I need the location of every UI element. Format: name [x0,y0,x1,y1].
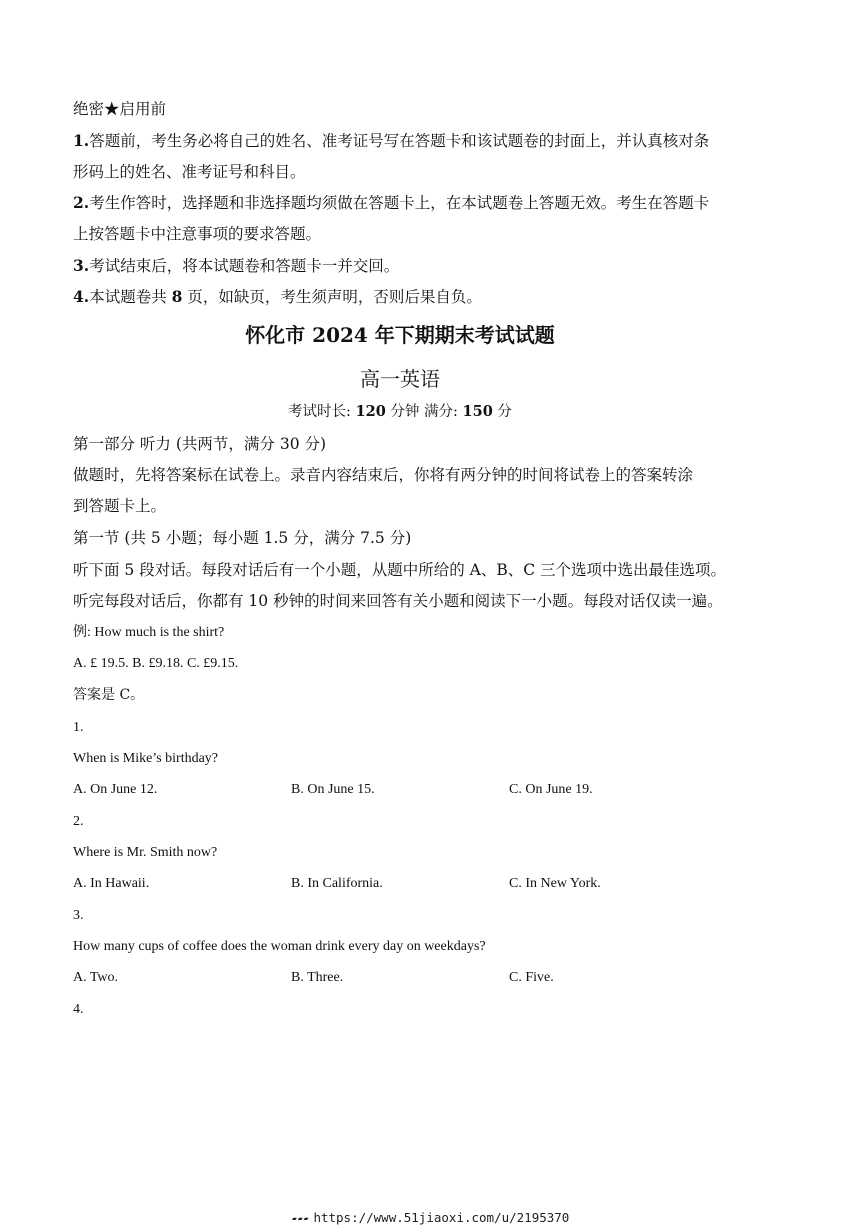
section1-intro-line-1: 听下面 5 段对话。每段对话后有一个小题，从题中所给的 A、B、C 三个选项中选出最佳选项。 [73,561,727,579]
option-c: C. Five. [509,970,554,985]
question-text: Where is Mr. Smith now? [73,845,218,860]
option-c: C. In New York. [509,876,601,891]
note-2-line-2: 上按答题卡中注意事项的要求答题。 [73,225,322,243]
exam-title: 怀化市 2024 年下期期末考试试题 [245,323,555,347]
note-3: 3.考试结束后，将本试题卷和答题卡一并交回。 [73,256,400,275]
confidential-label: 绝密★启用前 [73,100,167,118]
question-text: How many cups of coffee does the woman drink every day on weekdays? [73,939,486,954]
footer-url[interactable]: https://www.51jiaoxi.com/u/2195370 [313,1210,570,1225]
example-answer: 答案是 C。 [73,687,145,703]
option-a: A. In Hawaii. [73,876,150,891]
option-b: B. On June 15. [291,782,375,797]
example-options: A. £ 19.5. B. £9.18. C. £9.15. [73,656,239,671]
part1-heading: 第一部分 听力 (共两节，满分 30 分) [73,435,327,453]
question-number: 1. [73,720,84,735]
note-4: 4.本试题卷共 8 页，如缺页，考生须声明，否则后果自负。 [73,287,482,306]
section1-heading: 第一节 (共 5 小题；每小题 1.5 分，满分 7.5 分) [73,529,412,547]
option-b: B. Three. [291,970,344,985]
footer-watermark [292,1210,569,1225]
option-c: C. On June 19. [509,782,593,797]
question-number: 2. [73,814,84,829]
option-a: A. Two. [73,970,119,985]
question-number: 4. [73,1002,84,1017]
subject-title: 高一英语 [360,367,440,391]
option-b: B. In California. [291,876,383,891]
question-text: When is Mike’s birthday? [73,751,219,766]
note-1-line-2: 形码上的姓名、准考证号和科目。 [73,163,306,181]
note-1-line-1: 1.答题前，考生务必将自己的姓名、准考证号写在答题卡和该试题卷的封面上，并认真核对条 [73,131,710,150]
watermark-icon: ▰▰▰ [292,1214,310,1223]
example-question: 例: How much is the shirt? [73,625,225,640]
question-number: 3. [73,908,84,923]
note-2-line-1: 2.考生作答时，选择题和非选择题均须做在答题卡上，在本试题卷上答题无效。考生在答题卡 [73,193,710,212]
exam-duration-score: 考试时长: 120 分钟 满分: 150 分 [288,403,512,420]
part1-intro-line-2: 到答题卡上。 [73,497,167,515]
option-a: A. On June 12. [73,782,158,797]
section1-intro-line-2: 听完每段对话后，你都有 10 秒钟的时间来回答有关小题和阅读下一小题。每段对话仅读一遍。 [73,592,723,610]
part1-intro-line-1: 做题时，先将答案标在试卷上。录音内容结束后，你将有两分钟的时间将试卷上的答案转涂 [73,466,694,484]
